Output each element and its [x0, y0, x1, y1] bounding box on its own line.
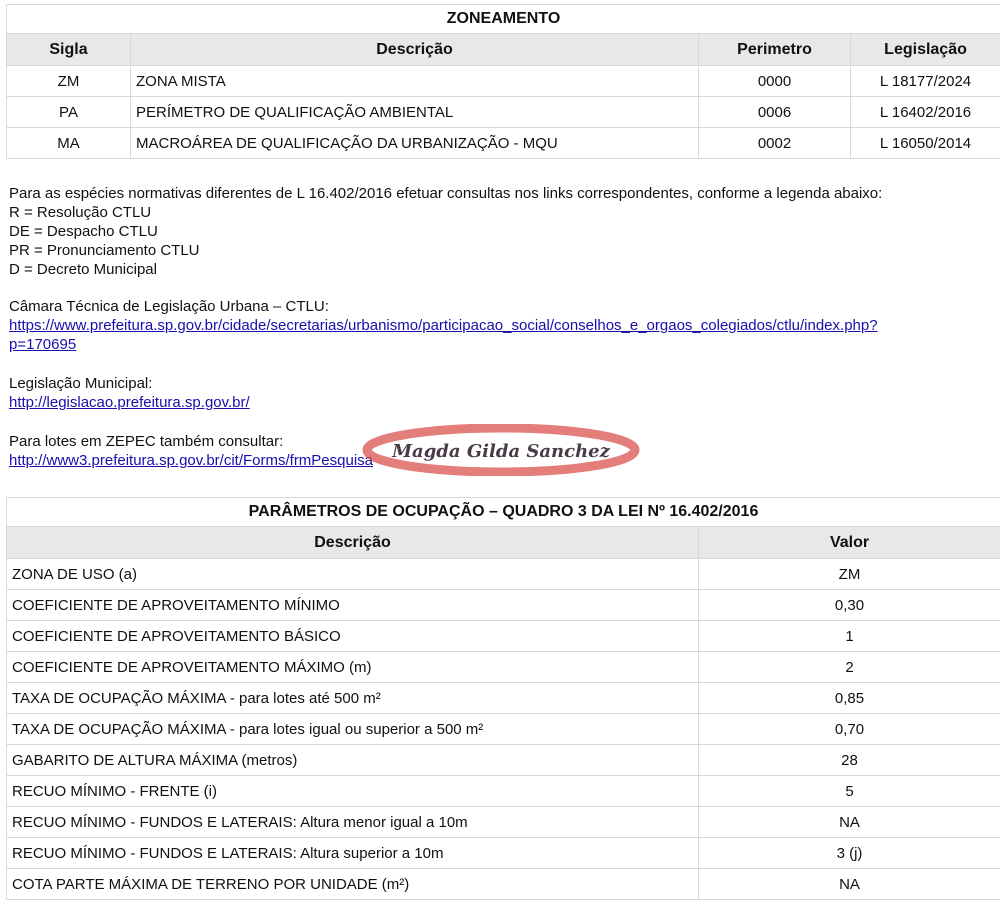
table-row [7, 559, 1000, 590]
cell-descricao: COEFICIENTE DE APROVEITAMENTO BÁSICO [7, 621, 699, 652]
legislacao-block [9, 374, 994, 412]
header-descricao: Descrição [7, 527, 699, 559]
legislacao-label: Legislação Municipal: [9, 375, 153, 392]
cell-descricao: PERÍMETRO DE QUALIFICAÇÃO AMBIENTAL [131, 97, 699, 128]
watermark-text: Magda Gilda Sanchez [392, 441, 610, 462]
legislacao-link[interactable]: http://legislacao.prefeitura.sp.gov.br/ [9, 394, 250, 411]
zoneamento-table [6, 4, 1000, 159]
cell-valor: 0,70 [699, 714, 1000, 745]
cell-valor: 2 [699, 652, 1000, 683]
header-descricao: Descrição [131, 34, 699, 66]
table-row [7, 590, 1000, 621]
cell-legislacao: L 16402/2016 [851, 97, 1000, 128]
zepec-label: Para lotes em ZEPEC também consultar: [9, 433, 284, 450]
cell-valor: 1 [699, 621, 1000, 652]
header-sigla: Sigla [7, 34, 131, 66]
cell-descricao: RECUO MÍNIMO - FUNDOS E LATERAIS: Altura menor igual a 10m [7, 807, 699, 838]
table-row [7, 714, 1000, 745]
cell-legislacao: L 18177/2024 [851, 66, 1000, 97]
table-row [7, 66, 1000, 97]
table-row [7, 745, 1000, 776]
table-row [7, 97, 1000, 128]
cell-descricao: TAXA DE OCUPAÇÃO MÁXIMA - para lotes igual ou superior a 500 m² [7, 714, 699, 745]
cell-descricao: COEFICIENTE DE APROVEITAMENTO MÁXIMO (m) [7, 652, 699, 683]
header-legislacao: Legislação [851, 34, 1000, 66]
cell-descricao: COEFICIENTE DE APROVEITAMENTO MÍNIMO [7, 590, 699, 621]
legend-item: D = Decreto Municipal [9, 261, 157, 278]
zoneamento-title: ZONEAMENTO [7, 5, 1000, 34]
legend-intro: Para as espécies normativas diferentes de L 16.402/2016 efetuar consultas nos links correspondentes, conforme a legenda abaixo: [9, 185, 883, 202]
table-row [7, 128, 1000, 159]
table-row [7, 683, 1000, 714]
cell-descricao: TAXA DE OCUPAÇÃO MÁXIMA - para lotes até 500 m² [7, 683, 699, 714]
ctlu-label: Câmara Técnica de Legislação Urbana – CTLU: [9, 298, 329, 315]
cell-valor: NA [699, 807, 1000, 838]
legend-block [9, 184, 994, 279]
cell-valor: 5 [699, 776, 1000, 807]
cell-sigla: MA [7, 128, 131, 159]
cell-descricao: ZONA DE USO (a) [7, 559, 699, 590]
table-row [7, 838, 1000, 869]
legend-item: R = Resolução CTLU [9, 204, 152, 221]
watermark-signature [362, 424, 640, 476]
table-row [7, 807, 1000, 838]
cell-valor: 3 (j) [699, 838, 1000, 869]
cell-perimetro: 0002 [699, 128, 851, 159]
table-row [7, 869, 1000, 900]
cell-descricao: COTA PARTE MÁXIMA DE TERRENO POR UNIDADE (m²) [7, 869, 699, 900]
cell-descricao: GABARITO DE ALTURA MÁXIMA (metros) [7, 745, 699, 776]
ctlu-link[interactable]: https://www.prefeitura.sp.gov.br/cidade/secretarias/urbanismo/participacao_social/conselhos_e_orgaos_colegiados/ctlu/index.php? p=170695 [9, 317, 878, 353]
zepec-link[interactable]: http://www3.prefeitura.sp.gov.br/cit/Forms/frmPesquisa [9, 452, 374, 469]
ctlu-block [9, 297, 994, 354]
cell-valor: 28 [699, 745, 1000, 776]
cell-valor: ZM [699, 559, 1000, 590]
cell-valor: 0,30 [699, 590, 1000, 621]
cell-sigla: ZM [7, 66, 131, 97]
cell-descricao: ZONA MISTA [131, 66, 699, 97]
cell-descricao: RECUO MÍNIMO - FRENTE (i) [7, 776, 699, 807]
cell-valor: NA [699, 869, 1000, 900]
cell-perimetro: 0000 [699, 66, 851, 97]
table-row [7, 621, 1000, 652]
cell-legislacao: L 16050/2014 [851, 128, 1000, 159]
parametros-title: PARÂMETROS DE OCUPAÇÃO – QUADRO 3 DA LEI Nº 16.402/2016 [7, 498, 1000, 527]
legend-item: DE = Despacho CTLU [9, 223, 158, 240]
legend-item: PR = Pronunciamento CTLU [9, 242, 200, 259]
cell-descricao: RECUO MÍNIMO - FUNDOS E LATERAIS: Altura superior a 10m [7, 838, 699, 869]
table-row [7, 776, 1000, 807]
cell-sigla: PA [7, 97, 131, 128]
cell-valor: 0,85 [699, 683, 1000, 714]
header-valor: Valor [699, 527, 1000, 559]
header-perimetro: Perimetro [699, 34, 851, 66]
table-row [7, 652, 1000, 683]
cell-descricao: MACROÁREA DE QUALIFICAÇÃO DA URBANIZAÇÃO - MQU [131, 128, 699, 159]
parametros-table [6, 497, 1000, 900]
cell-perimetro: 0006 [699, 97, 851, 128]
